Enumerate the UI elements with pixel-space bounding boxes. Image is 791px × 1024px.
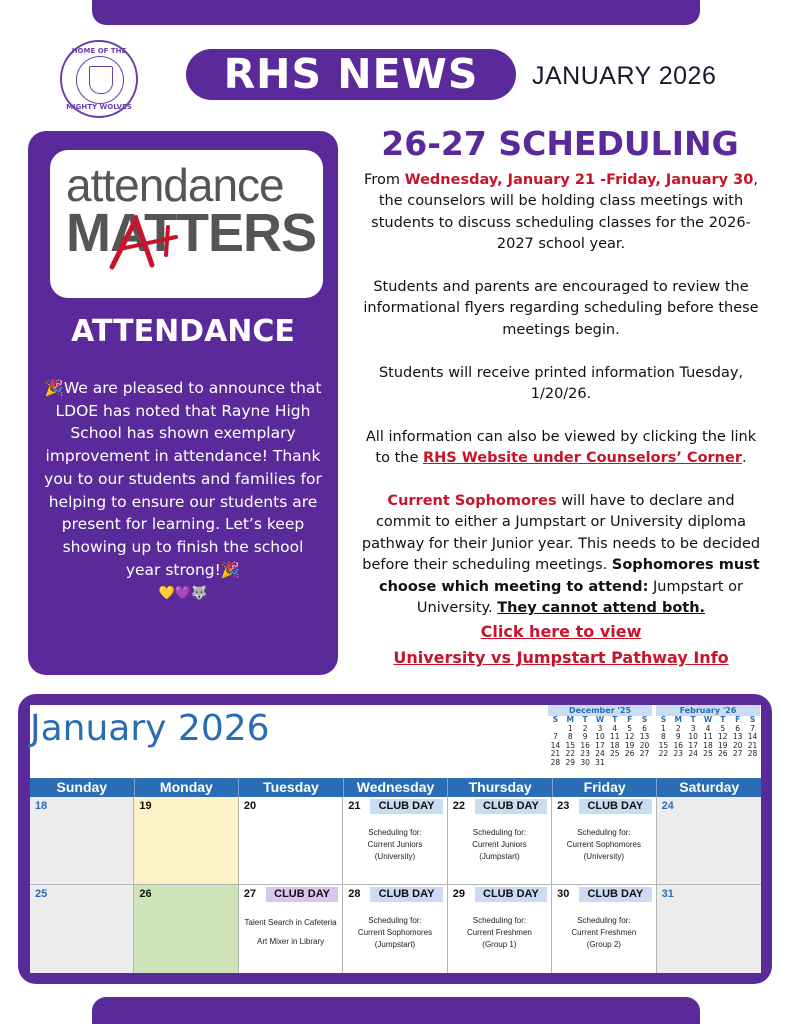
mini-day: 30 xyxy=(580,757,590,767)
mini-dow: S xyxy=(749,715,756,724)
mini-day: 22 xyxy=(565,749,576,759)
mini-dow: W xyxy=(595,715,605,724)
mini-day: 21 xyxy=(747,740,758,750)
calendar-day-cell xyxy=(30,797,134,885)
mini-day: 31 xyxy=(595,757,605,767)
mini-day: 4 xyxy=(705,723,711,733)
mini-day xyxy=(701,759,716,768)
mini-day: 23 xyxy=(580,749,590,759)
mini-day: 16 xyxy=(673,740,684,750)
club-day-badge: CLUB DAY xyxy=(266,887,338,902)
mini-day: 20 xyxy=(639,740,650,750)
mini-day: 5 xyxy=(720,723,726,733)
scheduling-heading: 26-27 SCHEDULING xyxy=(381,124,739,163)
event-note-line: (Jumpstart) xyxy=(479,852,520,861)
weekday-label: Sunday xyxy=(30,778,135,797)
mini-day: 20 xyxy=(732,740,743,750)
mini-day: 13 xyxy=(639,732,650,742)
mini-dow: S xyxy=(660,715,667,724)
mini-day: 2 xyxy=(675,723,681,733)
weekday-label: Wednesday xyxy=(344,778,449,797)
weekday-label: Thursday xyxy=(448,778,553,797)
mini-day: 18 xyxy=(610,740,620,750)
event-note-line: Current Juniors xyxy=(367,840,423,849)
mini-day: 1 xyxy=(661,723,666,733)
mini-dow: S xyxy=(641,715,648,724)
mini-dow: F xyxy=(735,715,741,724)
mini-day: 6 xyxy=(735,723,741,733)
club-day-badge: CLUB DAY xyxy=(370,887,442,902)
mini-day: 7 xyxy=(750,723,755,733)
event-note-line: Scheduling for: xyxy=(472,916,527,925)
seal-bottom-text: MIGHTY WOLVES xyxy=(66,103,132,111)
attendance-body-text: 🎉We are pleased to announce that LDOE has noted that Rayne High School has shown exemplary improvement in attendance! Thank you to our students and families for helping to ensure our students are present for learning. Let’s keep showing up to finish the school year strong!🎉 xyxy=(44,379,322,579)
mini-day xyxy=(715,759,730,768)
day-number: 27 xyxy=(243,888,257,900)
calendar-day-cell xyxy=(343,885,447,973)
mini-day xyxy=(686,759,701,768)
club-day-badge: CLUB DAY xyxy=(475,799,547,814)
day-number: 31 xyxy=(661,888,674,900)
event-note xyxy=(345,915,444,951)
calendar-day-cell xyxy=(239,885,343,973)
mini-day: 16 xyxy=(580,740,590,750)
scheduling-paragraph-1: From Wednesday, January 21 -Friday, January 30, the counselors will be holding class meetings with students to discuss scheduling classes for the 2026-2027 school year. xyxy=(364,172,758,253)
event-note-line: Scheduling for: xyxy=(368,828,422,837)
day-number: 20 xyxy=(243,800,257,812)
weekday-label: Friday xyxy=(553,778,658,797)
calendar-day-cell xyxy=(552,797,656,885)
event-note xyxy=(554,827,653,863)
heart-wolf-icons: 💛💜🐺 xyxy=(158,586,208,602)
weekday-label: Tuesday xyxy=(239,778,344,797)
scheduling-paragraph-5: Current Sophomores will have to declare and commit to either a Jumpstart or University diploma pathway for their Junior year. This needs to be decided before their scheduling meetings. Sophomores must choose which meeting to attend: Jumpstart or University. They cannot attend both. xyxy=(361,493,761,617)
mini-day: 1 xyxy=(567,723,573,733)
mini-day: 12 xyxy=(718,732,728,742)
day-number: 23 xyxy=(557,800,570,812)
event-note xyxy=(241,913,340,951)
top-decor-bar xyxy=(92,0,700,25)
weekday-header xyxy=(30,778,761,797)
attendance-heading: ATTENDANCE xyxy=(71,314,295,349)
mini-dow: M xyxy=(674,715,682,724)
mini-dow: W xyxy=(703,715,713,724)
mini-day: 25 xyxy=(703,749,713,759)
attendance-matters-logo xyxy=(50,150,323,298)
mini-day: 10 xyxy=(688,732,698,742)
mini-dow: T xyxy=(720,715,726,724)
event-note-line: Art Mixer in Library xyxy=(257,937,325,946)
event-note-line: Scheduling for: xyxy=(368,916,422,925)
mini-day xyxy=(745,759,760,768)
weekday-label: Monday xyxy=(135,778,240,797)
mini-calendar-month: February '26 xyxy=(656,705,760,716)
mini-dow: M xyxy=(566,715,574,724)
school-seal-logo xyxy=(60,40,138,118)
event-note-line: Current Sophomores xyxy=(357,928,433,937)
calendar-grid xyxy=(30,797,761,973)
day-number: 21 xyxy=(348,800,361,812)
bottom-decor-bar xyxy=(92,997,700,1024)
meeting-dates: Wednesday, January 21 -Friday, January 30 xyxy=(404,172,754,188)
scheduling-paragraph-2: Students and parents are encouraged to review the informational flyers regarding scheduling before these meetings begin. xyxy=(363,279,759,338)
event-note-line: (Jumpstart) xyxy=(374,940,416,949)
mini-calendar-february xyxy=(656,705,760,768)
attendance-announcement xyxy=(44,377,322,606)
issue-date: JANUARY 2026 xyxy=(532,62,717,90)
mini-day: 15 xyxy=(658,740,669,750)
mini-day: 6 xyxy=(642,723,647,733)
mini-day xyxy=(637,759,652,768)
calendar-day-cell xyxy=(134,797,238,885)
event-note-line: Scheduling for: xyxy=(577,916,631,925)
mini-day: 21 xyxy=(550,749,561,759)
calendar-day-cell xyxy=(30,885,134,973)
event-note xyxy=(450,915,549,951)
calendar-day-cell xyxy=(343,797,447,885)
mini-day: 12 xyxy=(624,732,635,742)
mini-day: 23 xyxy=(673,749,684,759)
mini-dow: T xyxy=(582,715,588,724)
day-number: 26 xyxy=(139,888,152,900)
mini-day: 15 xyxy=(565,740,576,750)
attendance-logo-line2: MATTERS xyxy=(66,203,316,263)
event-note-line: (University) xyxy=(583,852,625,861)
event-note-line: (University) xyxy=(374,852,416,861)
day-number: 28 xyxy=(348,888,361,900)
mini-day: 18 xyxy=(703,740,713,750)
mini-day: 25 xyxy=(610,749,620,759)
event-note xyxy=(345,827,444,863)
day-number: 24 xyxy=(661,800,674,812)
mini-dow: T xyxy=(690,715,696,724)
mini-calendar-month: December '25 xyxy=(548,705,652,716)
event-note-line: Talent Search in Cafeteria xyxy=(244,918,337,927)
mini-day: 17 xyxy=(688,740,698,750)
weekday-label: Saturday xyxy=(679,779,740,795)
club-day-badge: CLUB DAY xyxy=(579,799,651,814)
mini-day: 4 xyxy=(612,723,618,733)
event-note xyxy=(554,915,653,951)
event-note-line: Current Juniors xyxy=(472,840,527,849)
club-day-badge: CLUB DAY xyxy=(475,887,547,902)
calendar-day-cell xyxy=(448,797,552,885)
mini-day: 2 xyxy=(582,723,588,733)
calendar-day-cell xyxy=(657,797,761,885)
mini-day: 17 xyxy=(595,740,605,750)
calendar-day-cell xyxy=(448,885,552,973)
calendar-day-cell xyxy=(134,885,238,973)
mini-day: 29 xyxy=(565,757,576,767)
scheduling-paragraph-4: All information can also be viewed by clicking the link to the RHS Website under Counselors’ Corner. xyxy=(365,428,757,467)
event-note-line: (Group 1) xyxy=(482,940,517,949)
mini-day: 3 xyxy=(690,723,696,733)
calendar-day-cell xyxy=(552,885,656,973)
event-note-line: Scheduling for: xyxy=(472,828,527,837)
mini-day: 27 xyxy=(639,749,650,759)
mini-day: 24 xyxy=(688,749,698,759)
mini-day: 19 xyxy=(624,740,635,750)
day-number: 30 xyxy=(557,888,570,900)
mini-day: 26 xyxy=(624,749,635,759)
mini-day: 3 xyxy=(597,723,603,733)
mini-day: 26 xyxy=(718,749,728,759)
club-day-badge: CLUB DAY xyxy=(579,887,651,902)
day-number: 29 xyxy=(452,888,465,900)
mini-day: 28 xyxy=(550,757,561,767)
day-number: 19 xyxy=(139,800,152,812)
day-number: 22 xyxy=(452,800,465,812)
mini-day xyxy=(730,759,745,768)
mini-day: 8 xyxy=(661,732,666,742)
mini-day: 9 xyxy=(675,732,681,742)
calendar-day-cell xyxy=(657,885,761,973)
mini-dow: T xyxy=(612,715,618,724)
mini-day: 9 xyxy=(582,732,588,742)
calendar-title: January 2026 xyxy=(30,708,270,749)
counselors-corner-link[interactable]: RHS Website under Counselors’ Corner xyxy=(422,450,742,467)
mini-day: 5 xyxy=(627,723,633,733)
mini-calendar-december xyxy=(548,705,652,768)
a-plus-mark-icon xyxy=(106,215,194,270)
scheduling-article xyxy=(358,170,764,671)
mini-day xyxy=(656,759,671,768)
mini-day: 13 xyxy=(732,732,743,742)
mini-day: 7 xyxy=(553,732,558,742)
calendar-day-cell xyxy=(239,797,343,885)
event-note-line: Current Freshmen xyxy=(466,928,532,937)
mini-day: 27 xyxy=(732,749,743,759)
mini-day: 11 xyxy=(703,732,713,742)
mini-day: 22 xyxy=(658,749,669,759)
shield-icon xyxy=(89,66,113,94)
newsletter-title: RHS NEWS xyxy=(186,49,516,100)
attendance-warning: They cannot attend both. xyxy=(497,600,706,617)
mini-day xyxy=(607,759,622,768)
event-note-line: Current Freshmen xyxy=(571,928,637,937)
mini-dow: F xyxy=(627,715,633,724)
mini-day: 19 xyxy=(718,740,728,750)
event-note xyxy=(450,827,549,863)
day-number: 25 xyxy=(35,888,48,900)
pathway-info-link[interactable]: Click here to view University vs Jumpstart Pathway Info xyxy=(393,622,729,668)
attendance-logo-line1: attendance xyxy=(66,159,284,211)
club-day-badge: CLUB DAY xyxy=(370,799,442,814)
event-note-line: Scheduling for: xyxy=(577,828,631,837)
mini-day xyxy=(622,759,637,768)
mini-day: 11 xyxy=(610,732,620,742)
mini-day: 10 xyxy=(595,732,605,742)
mini-day: 24 xyxy=(595,749,605,759)
scheduling-paragraph-3: Students will receive printed information Tuesday, 1/20/26. xyxy=(378,364,744,403)
mini-day xyxy=(671,759,686,768)
mini-day: 28 xyxy=(747,749,758,759)
event-note-line: (Group 2) xyxy=(586,940,621,949)
seal-top-text: HOME OF THE xyxy=(71,47,127,55)
mini-day: 14 xyxy=(550,740,561,750)
mini-day: 14 xyxy=(747,732,758,742)
event-note-line: Current Sophomores xyxy=(566,840,641,849)
mini-dow: S xyxy=(552,715,559,724)
day-number: 18 xyxy=(35,800,48,812)
mini-day: 8 xyxy=(567,732,573,742)
